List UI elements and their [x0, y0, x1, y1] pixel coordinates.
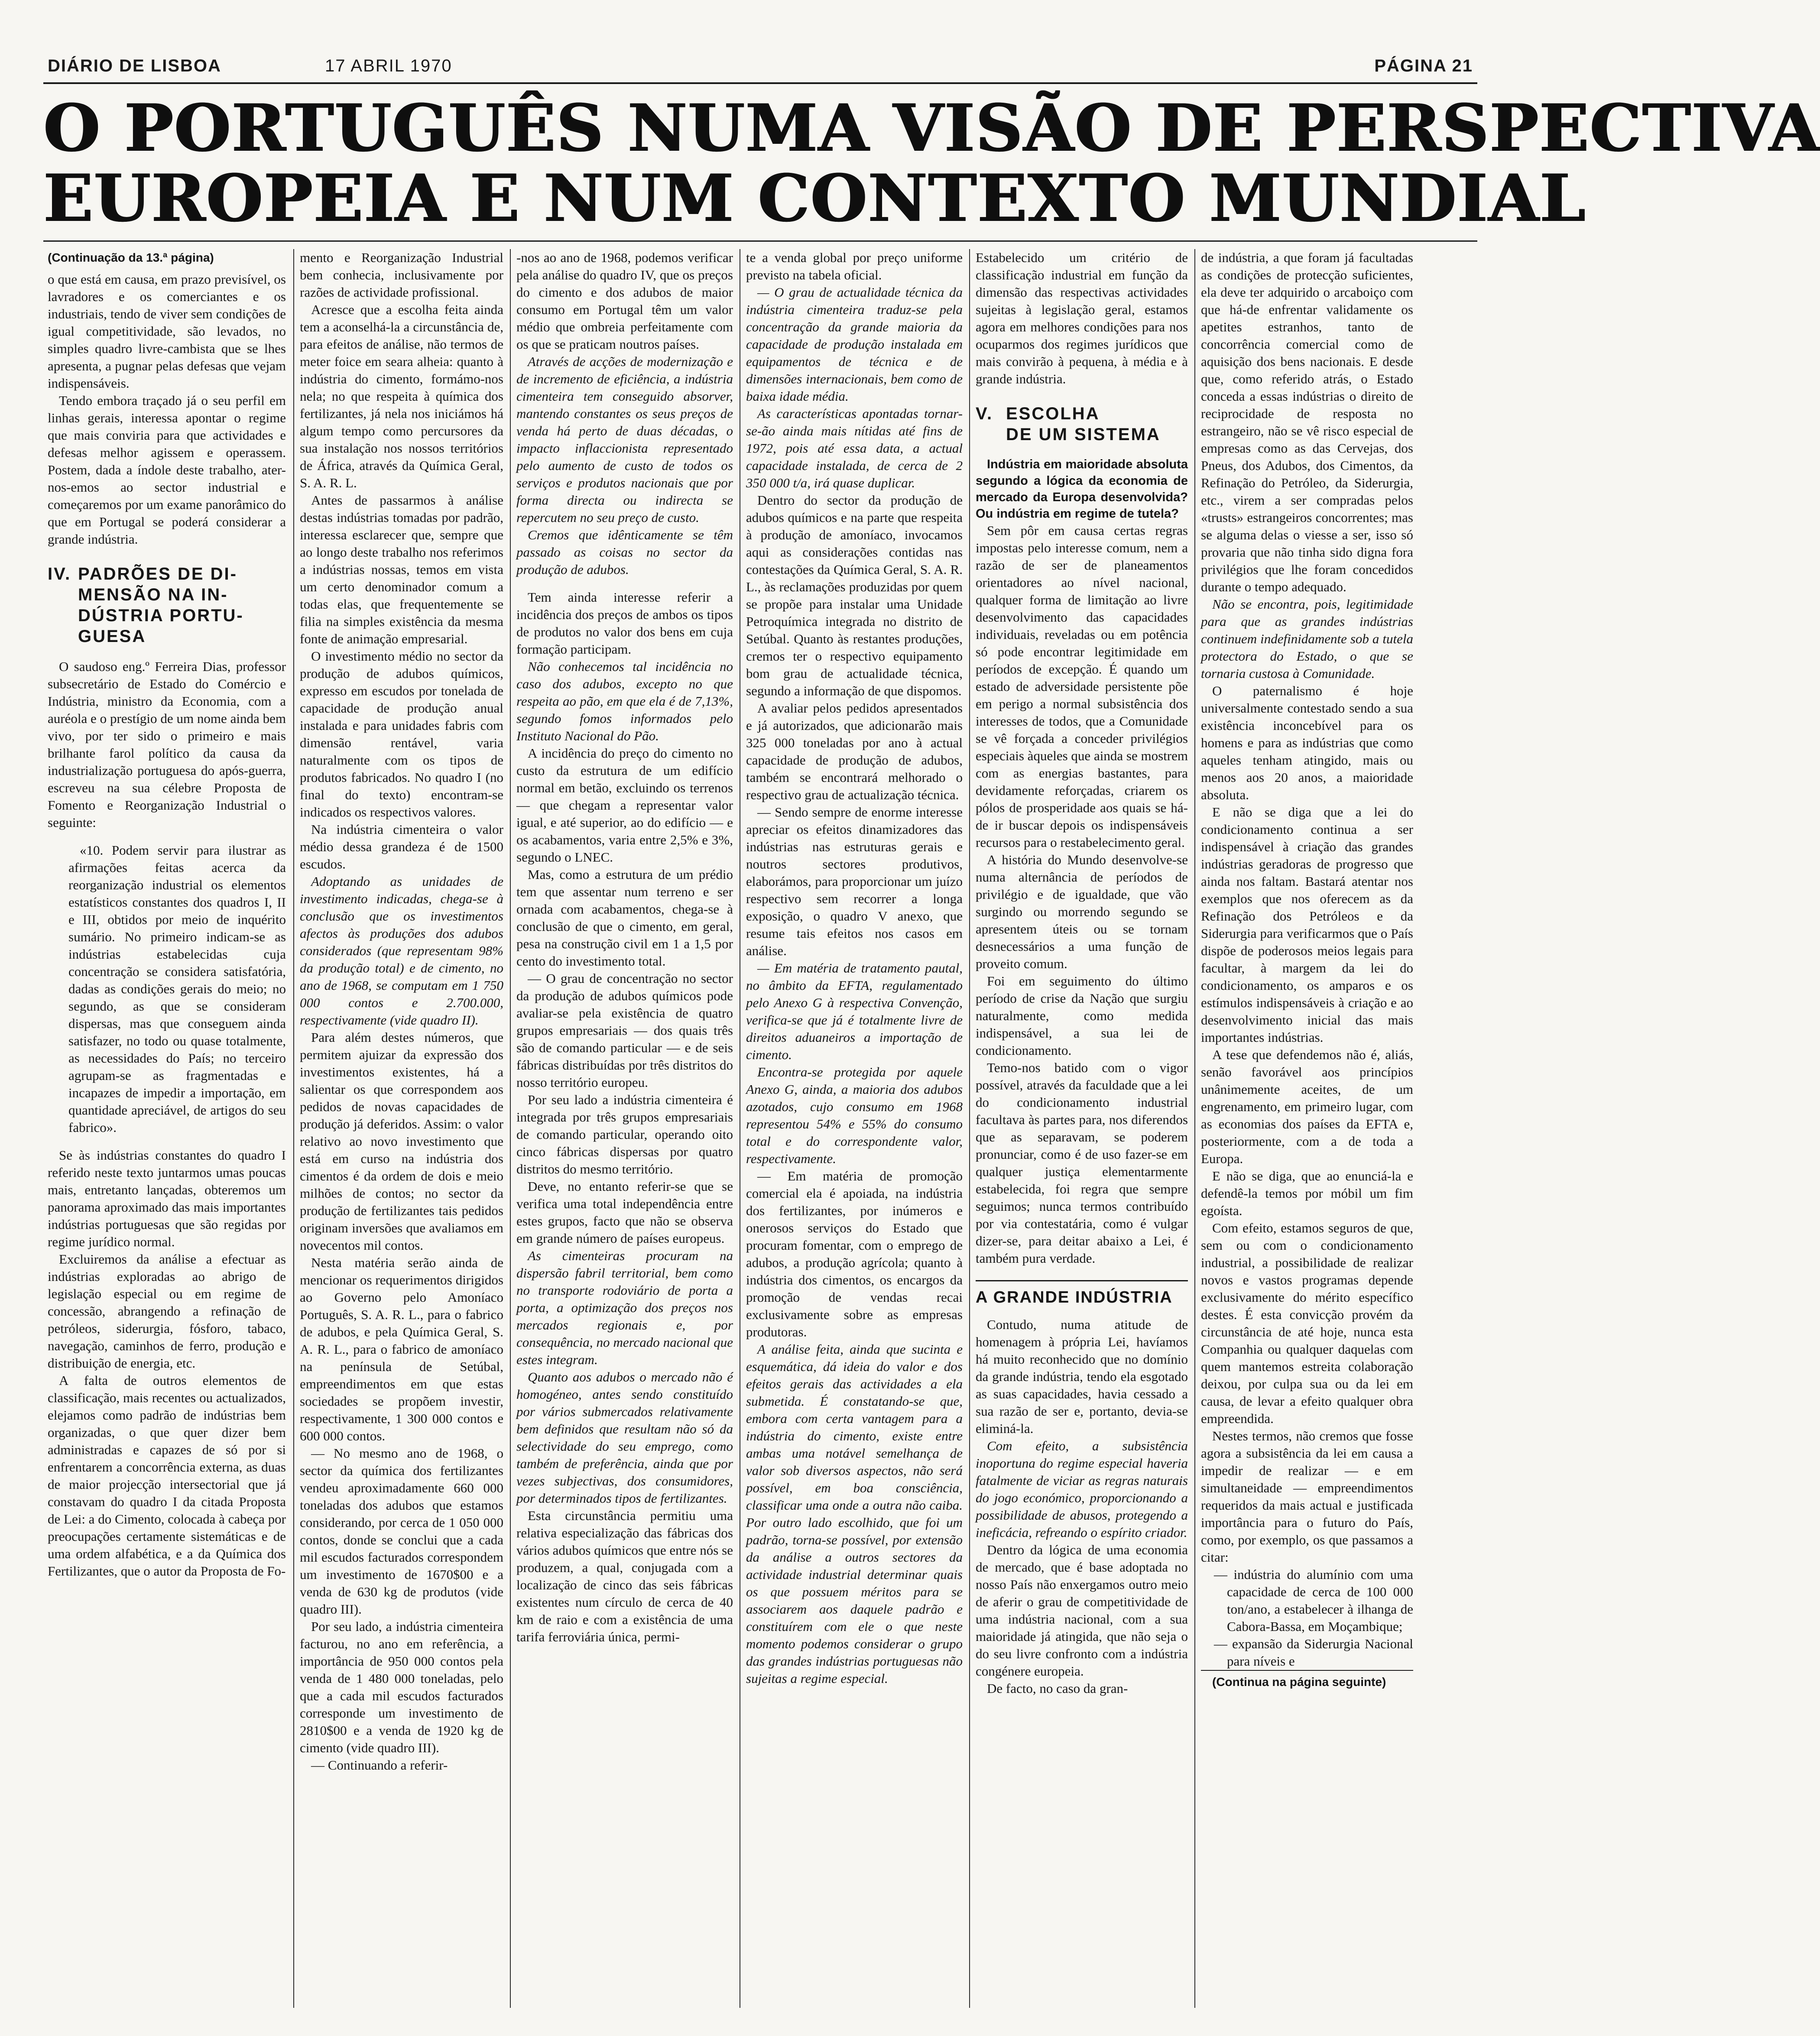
column-rule — [293, 249, 294, 2008]
list-item: — indústria do alumínio com uma capacidade de cerca de 100 000 ton/ano, a estabelecer à ilhanga de Cabora-Bassa, em Moçambique; — [1214, 1567, 1413, 1634]
paragraph: Encontra-se protegida por aquele Anexo G, ainda, a maioria dos adubos azotados, cujo consumo em 1968 representou 54% e 55% do consumo total e do correspondente valor, respectivamente. — [746, 1064, 963, 1166]
article-column-4 — [746, 249, 963, 2004]
paragraph: Se às indústrias constantes do quadro I referido neste texto juntarmos umas poucas mais, entretanto lançadas, obteremos um panorama aproximado das mais importantes indústrias portuguesas que são regidas por regime jurídico normal. — [48, 1148, 286, 1249]
paragraph: te a venda global por preço uniforme previsto na tabela oficial. — [746, 250, 963, 282]
paragraph: — Continuando a referir- — [311, 1757, 448, 1773]
paragraph: Na indústria cimenteira o valor médio dessa grandeza é de 1500 escudos. — [300, 822, 503, 872]
paragraph: Foi em seguimento do último período de crise da Nação que surgiu naturalmente, como medida indispensável, a sua lei de condicionamento. — [976, 973, 1188, 1058]
paragraph: Através de acções de modernização e de incremento de eficiência, a indústria cimenteira tem conseguido absorver, mantendo constantes os seus preços de venda há perto de duas décadas, o impacto inflaccionista representado pelo aumento de custo de todos os serviços e produtos nacionais que por forma directa ou indirecta se repercutem no seu preço de custo. — [516, 354, 733, 525]
newspaper-name: DIÁRIO DE LISBOA — [48, 56, 221, 75]
section-heading-iv — [48, 564, 286, 647]
paragraph: — Em matéria de promoção comercial ela é apoiada, na indústria dos fertilizantes, por inúmeros e onerosos serviços do Estado que procuram fomentar, com o emprego de adubos, a produção agrícola; quanto à indústria dos cimentos, os encargos da promoção de vendas recai exclusivamente sobre as empresas produtoras. — [746, 1168, 963, 1339]
section-title-line: DE UM SISTEMA — [1006, 425, 1161, 444]
paragraph: A falta de outros elementos de classificação, mais recentes ou actualizados, elejamos como padrão de indústrias bem organizadas, o que quer dizer bem administradas e capazes de só por si enfrentarem a concorrência externa, as duas de maior projecção intersectorial que já constavam do quadro I da citada Proposta de Lei: a do Cimento, colocada à cabeça por preocupações certamente sistemáticas e de uma ordem alfabética, e a da Química dos Fertilizantes, que o autor da Proposta de Fo- — [48, 1373, 286, 1579]
article-column-2 — [300, 249, 503, 2004]
section-subtitle: Indústria em maioridade absoluta segundo a lógica da economia de mercado da Europa desenvolvida? Ou indústria em regime de tutela? — [976, 457, 1188, 521]
continued-note: (Continua na página seguinte) — [1201, 1670, 1413, 1691]
paragraph: Com efeito, estamos seguros de que, sem ou com o condicionamento industrial, a possibilidade de realizar novos e vastos programas depende exclusivamente do mérito específico destes. É esta convicção provém da circunstância de até hoje, nunca esta Companhia ou qualquer daquelas com quem mantemos estreita colaboração deixou, por culpa sua ou da lei em causa, de levar a efeito qualquer obra empreendida. — [1201, 1220, 1413, 1426]
paragraph: Sem pôr em causa certas regras impostas pelo interesse comum, nem a razão de ser de planeamentos orientadores ao nível nacional, qualquer forma de limitação ao livre desenvolvimento das capacidades individuais, reveladas ou em potência só pode encontrar legitimidade em períodos de excepção. É quando um estado de adversidade persistente põe em perigo a normal subsistência dos interesses de todos, que a Comunidade se vê forçada a conceder privilégios especiais àqueles que ainda se mostrem com as energias bastantes, para devidamente reforçadas, criarem os pólos de prosperidade aos quais se há-de ir buscar depois os indispensáveis recursos para o restabelecimento geral. — [976, 523, 1188, 850]
paragraph: Tendo embora traçado já o seu perfil em linhas gerais, interessa apontar o regime que mais conviria para que actividades e defesas melhor agissem e operassem. Postem, dada a índole deste trabalho, ater-nos-emos ao sector industrial e começaremos por um exame panorâmico do que em Portugal se poderá considerar a grande indústria. — [48, 393, 286, 547]
section-heading-v — [976, 403, 1188, 445]
section-title-line: MENSÃO NA IN- — [78, 585, 228, 604]
paragraph: — O grau de actualidade técnica da indústria cimenteira traduz-se pela concentração da grande maioria da capacidade de produção instalada em equipamentos de técnica e de dimensões internacionais, bem como de baixa idade média. — [746, 285, 963, 404]
paragraph: — No mesmo ano de 1968, o sector da química dos fertilizantes vendeu aproximadamente 660 000 toneladas dos adubos que estamos considerando, por cerca de 1 050 000 contos, donde se conclui que a cada mil escudos facturados correspondem um investimento de 1670$00 e a venda de 630 kg de produtos (vide quadro III). — [300, 1446, 503, 1617]
paragraph: As cimenteiras procuram na dispersão fabril territorial, bem como no transporte rodoviário de porta a porta, a optimização dos preços nos mercados regionais e, por consequência, no mercado nacional que estes integram. — [516, 1248, 733, 1367]
headline-line-2: EUROPEIA E NUM CONTEXTO MUNDIAL — [43, 160, 1586, 237]
page-number: PÁGINA 21 — [1374, 56, 1473, 75]
paragraph: A avaliar pelos pedidos apresentados e já autorizados, que adicionarão mais 325 000 toneladas por ano à actual capacidade de produção de adubos, também se encontrará melhorado o respectivo grau de actualização técnica. — [746, 700, 963, 802]
paragraph: Temo-nos batido com o vigor possível, através da faculdade que a lei do condicionamento industrial facultava às partes para, nos diferendos que as separavam, se poderem pronunciar, como é de uso fazer-se em qualquer justiça elementarmente estabelecida, foi regra que sempre seguimos; nunca termos contribuído por via contestatária, como é vulgar dizer-se, para deitar abaixo a Lei, é também pura verdade. — [976, 1060, 1188, 1266]
paragraph: Antes de passarmos à análise destas indústrias tomadas por padrão, interessa esclarecer que, sempre que ao longo deste trabalho nos referimos a indústrias nossas, temos em vista um certo denominador comum a todas elas, que frequentemente se filia na simples existência da mesma fonte de animação empresarial. — [300, 493, 503, 646]
paragraph: Contudo, numa atitude de homenagem à própria Lei, havíamos há muito reconhecido que no domínio da grande indústria, tendo ela esgotado as suas capacidades, havia cessado a sua razão de ser e, portanto, devia-se eliminá-la. — [976, 1317, 1188, 1436]
paragraph: E não se diga, que ao enunciá-la e defendê-la temos por móbil um fim egoísta. — [1201, 1168, 1413, 1218]
paragraph: Dentro da lógica de uma economia de mercado, que é base adoptada no nosso País não enxergamos outro meio de aferir o grau de competitividade de uma indústria nacional, com a sua maioridade já atingida, que não seja o do seu livre confronto com a indústria congénere europeia. — [976, 1542, 1188, 1679]
paragraph: Com efeito, a subsistência inoportuna do regime especial haveria fatalmente de viciar as regras naturais do jogo económico, proporcionando a possibilidade de abusos, protegendo a ineficácia, refreando o espírito criador. — [976, 1438, 1188, 1540]
column-rule — [510, 249, 511, 2008]
headline — [43, 90, 1820, 237]
paragraph: Para além destes números, que permitem ajuizar da expressão dos investimentos existentes, há a salientar os que correspondem aos pedidos de novas capacidades de produção já deferidos. Assim: o valor relativo ao novo investimento que está em curso na indústria dos cimentos é da ordem de dois e meio milhões de contos; no sector da produção de fertilizantes tais pedidos originam inversões que avaliamos em novecentos mil contos. — [300, 1030, 503, 1253]
quotation: «10. Podem servir para ilustrar as afirmações feitas acerca da reorganização industrial os elementos estatísticos constantes dos quadros I, II e III, obtidos por meio de inquérito sumário. No primeiro indicam-se as indústrias estabelecidas cuja concentração se considera satisfatória, dadas as condições gerais do meio; no segundo, as que se consideram dispersas, mas que conseguem ainda satisfazer, no todo ou quase totalmente, as necessidades do País; no terceiro agrupam-se as fragmentadas e incapazes de impedir a importação, em quantidade apreciável, de artigos do seu fabrico». — [68, 843, 286, 1135]
continuation-note: (Continuação da 13.ª página) — [48, 251, 214, 264]
article-column-6 — [1201, 249, 1413, 2004]
paragraph: o que está em causa, em prazo previsível, os lavradores e os comerciantes e os industriais, tendo de viver sem condições de igual competitividade, são levados, no simples quadro livre-cambista que se lhes apresenta, a pugnar pelas defesas que vejam indispensáveis. — [48, 272, 286, 391]
paragraph: O investimento médio no sector da produção de adubos químicos, expresso em escudos por tonelada de capacidade de produção anual instalada e para unidades fabris com dimensão rentável, varia naturalmente com os tipos de produtos fabricados. No quadro I (no final do texto) encontram-se indicados os respectivos valores. — [300, 648, 503, 820]
section-number: V. — [976, 404, 993, 423]
header-rule — [43, 82, 1477, 84]
paragraph: A análise feita, ainda que sucinta e esquemática, dá ideia do valor e dos efeitos gerais das actividades a ela submetida. É constatando-se que, embora com certa vantagem para a indústria do cimento, existe entre ambas uma notável semelhança de valor sob diversos aspectos, não será possível, em boa consciência, classificar uma onde a outra não caiba. Por outro lado escolhido, que foi um padrão, torna-se possível, por extensão da análise a outros sectores da actividade industrial determinar quais os que possuem méritos para se associarem aos daquele padrão e constituírem com ele o que neste momento podemos considerar o grupo das grandes indústrias portuguesas não sujeitas a regime especial. — [746, 1342, 963, 1686]
paragraph: Não se encontra, pois, legitimidade para que as grandes indústrias continuem indefinidamente sob a tutela protectora do Estado, o que se tornaria custosa à Comunidade. — [1201, 597, 1413, 681]
page-header — [48, 56, 1473, 82]
paragraph: Nesta matéria serão ainda de mencionar os requerimentos dirigidos ao Governo pelo Amoníaco Português, S. A. R. L., para o fabrico de adubos, e pela Química Geral, S. A. R. L., para o fabrico de amoníaco na península de Setúbal, empreendimentos em que estas sociedades se propõem investir, respectivamente, 1 300 000 contos e 600 000 contos. — [300, 1255, 503, 1443]
paragraph: As características apontadas tornar-se-ão ainda mais nítidas até fins de 1972, pois até essa data, a actual capacidade instalada, de cerca de 2 350 000 t/a, irá quase duplicar. — [746, 406, 963, 490]
column-rule — [969, 249, 970, 2008]
paragraph: Dentro do sector da produção de adubos químicos e na parte que respeita à produção de amoníaco, invocamos aqui as considerações contidas nas contestações da Química Geral, S. A. R. L., às reclamações produzidas por quem se propõe para instalar uma Unidade Petroquímica integrada no distrito de Setúbal. Quanto às restantes produções, cremos ter o respectivo equipamento bom grau de actualidade técnica, segundo a informação de que dispomos. — [746, 493, 963, 698]
article-column-3 — [516, 249, 733, 2004]
paragraph: De facto, no caso da gran- — [987, 1681, 1128, 1696]
paragraph: — Sendo sempre de enorme interesse apreciar os efeitos dinamizadores das indústrias nas estruturas gerais e noutros sectores produtivos, elaborámos, para proporcionar um juízo respectivo sem recorrer a longa exposição, o quadro V anexo, que resume tais efeitos nos casos em análise. — [746, 804, 963, 958]
paragraph: de indústria, a que foram já facultadas as condições de protecção suficientes, ela deve ter adquirido o arcaboiço com que há-de enfrentar validamente os apetites estranhos, tanto de concorrência comercial como de aquisição dos bens nacionais. E desde que, como referido atrás, o Estado conceda a essas indústrias o direito de reciprocidade de resposta no estrangeiro, não se vê risco especial de empresas como as das Cervejas, dos Pneus, dos Adubos, dos Cimentos, da Refinação do Petróleo, da Siderurgia, etc., virem a ser compradas pelos «trusts» estrangeiros concorrentes; mas se alguma delas o viesse a ser, isso só provaria que não tinha sido digna fora privilégios que lhe foram concedidos durante o tempo adequado. — [1201, 250, 1413, 594]
paragraph: E não se diga que a lei do condicionamento continua a ser indispensável à criação das grandes indústrias geradoras de progresso que ainda nos faltam. Bastará atentar nos exemplos que nos oferecem as da Refinação dos Petróleos e da Siderurgia para verificarmos que o País dispõe de poderosos meios legais para facultar, à margem da lei do condicionamento, os amparos e os estímulos indispensáveis à criação e ao desenvolvimento inicial das mais importantes indústrias. — [1201, 804, 1413, 1045]
subheading-grande-industria: A GRANDE INDÚSTRIA — [976, 1280, 1188, 1307]
paragraph: -nos ao ano de 1968, podemos verificar pela análise do quadro IV, que os preços do cimento e dos adubos de maior consumo em Portugal têm um valor médio que ombreia perfeitamente com os que se praticam noutros países. — [516, 250, 733, 352]
column-rule — [1194, 249, 1195, 2008]
paragraph: Quanto aos adubos o mercado não é homogéneo, antes sendo constituído por vários submercados relativamente bem definidos que resultam não só da selectividade do seu emprego, como também de preferência, ainda que por vezes subjectivas, dos consumidores, por determinados tipos de fertilizantes. — [516, 1369, 733, 1506]
headline-line-1: O PORTUGUÊS NUMA VISÃO DE PERSPECTIVA — [43, 90, 1820, 166]
paragraph: Por seu lado a indústria cimenteira é integrada por três grupos empresariais de comando particular, operando oito cinco fábricas dispersas por quatro distritos do mesmo território. — [516, 1092, 733, 1177]
section-title-line: ESCOLHA — [1006, 404, 1100, 423]
paragraph: Não conhecemos tal incidência no caso dos adubos, excepto no que respeita ao pão, em que ela é de 7,13%, segundo fomos informados pelo Instituto Nacional do Pão. — [516, 659, 733, 743]
paragraph: O saudoso eng.º Ferreira Dias, professor subsecretário de Estado do Comércio e Indústria, ministro da Economia, com a auréola e o prestígio de um nome ainda bem vivo, por ter sido o primeiro e mais brilhante farol político da causa da industrialização portuguesa do após-guerra, escreveu na sua célebre Proposta de Fomento e Reorganização Industrial o seguinte: — [48, 659, 286, 830]
paragraph: Tem ainda interesse referir a incidência dos preços de ambos os tipos de produtos no valor dos bens em cuja formação participam. — [516, 590, 733, 657]
paragraph: A incidência do preço do cimento no custo da estrutura de um edifício normal em betão, excluindo os terrenos — que chegam a representar valor igual, e até superior, ao do edifício — e os acabamentos, varia entre 2,5% e 3%, segundo o LNEC. — [516, 746, 733, 865]
paragraph: Mas, como a estrutura de um prédio tem que assentar num terreno e ser ornada com acabamentos, chega-se à conclusão de que o cimento, em geral, pesa na construção civil em 1 a 1,5 por cento do investimento total. — [516, 867, 733, 969]
paragraph: A tese que defendemos não é, aliás, senão favorável aos princípios unânimemente aceites, de um engrenamento, em primeiro lugar, com as economias dos países da EFTA e, posteriormente, com a de toda a Europa. — [1201, 1047, 1413, 1166]
issue-date: 17 ABRIL 1970 — [325, 56, 452, 75]
paragraph: Excluiremos da análise a efectuar as indústrias exploradas ao abrigo de legislação especial ou em regime de concessão, abrangendo a refinação de petróleos, siderurgia, fósforo, tabaco, navegação, caminhos de ferro, produção e distribuição de energia, etc. — [48, 1251, 286, 1371]
paragraph: Deve, no entanto referir-se que se verifica uma total independência entre estes grupos, facto que não se observa em grande número de países europeus. — [516, 1179, 733, 1246]
paragraph: Por seu lado, a indústria cimenteira facturou, no ano em referência, a importância de 950 000 contos pela venda de 1 480 000 toneladas, pelo que a cada mil escudos facturados corresponde um investimento de 2810$00 e a venda de 1920 kg de cimento (vide quadro III). — [300, 1619, 503, 1755]
paragraph: Estabelecido um critério de classificação industrial em função da dimensão das respectivas actividades sujeitas à legislação geral, estamos agora em melhores condições para nos ocuparmos dos regimes jurídicos que mais convirão à pequena, à média e à grande indústria. — [976, 250, 1188, 386]
paragraph: A história do Mundo desenvolve-se numa alternância de períodos de privilégio e de igualdade, que vão surgindo ou morrendo segundo se apresentem úteis ou se tornam desnecessários a uma função de proveito comum. — [976, 852, 1188, 971]
paragraph: Adoptando as unidades de investimento indicadas, chega-se à conclusão que os investimentos afectos às produções dos adubos considerados (que representam 98% da produção total) e de cimento, no ano de 1968, se computam em 1 750 000 contos e 2.700.000, respectivamente (vide quadro II). — [300, 874, 503, 1028]
section-title-line: PADRÕES DE DI- — [78, 564, 237, 584]
paragraph: — Em matéria de tratamento pautal, no âmbito da EFTA, regulamentado pelo Anexo G à respectiva Convenção, verifica-se que já é totalmente livre de direitos aduaneiros a importação de cimento. — [746, 960, 963, 1062]
list-item: — expansão da Siderurgia Nacional para níveis e — [1214, 1636, 1413, 1669]
paragraph: Nestes termos, não cremos que fosse agora a subsistência da lei em causa a impedir de realizar — e em simultaneidade — empreendimentos requeridos da mais actual e justificada importância para o futuro do País, como, por exemplo, os que passamos a citar: — [1201, 1428, 1413, 1565]
section-title-line: DÚSTRIA PORTU- — [78, 606, 244, 625]
article-column-5 — [976, 249, 1188, 2004]
paragraph: Cremos que idênticamente se têm passado as coisas no sector da produção de adubos. — [516, 527, 733, 577]
paragraph: — O grau de concentração no sector da produção de adubos químicos pode avaliar-se pela existência de quatro grupos empresariais — dos quais três são de comando particular — e de seis fábricas distribuídas por três distritos do nosso território europeu. — [516, 971, 733, 1090]
paragraph: Esta circunstância permitiu uma relativa especialização das fábricas dos vários adubos químicos que entre nós se produzem, a qual, conjugada com a localização de cinco das seis fábricas existentes num círculo de cerca de 40 km de raio e com a existência de uma tarifa ferroviária única, permi- — [516, 1508, 733, 1644]
section-number: IV. — [48, 564, 71, 584]
article-column-1 — [48, 249, 286, 2004]
paragraph: Acresce que a escolha feita ainda tem a aconselhá-la a circunstância de, para efeitos de análise, não termos de meter foice em seara alheia: quanto à indústria do cimento, formámo-nos nela; no que respeita à química dos fertilizantes, já nela nos iniciámos há algum tempo como percursores da sua instalação nos nossos territórios de África, através da Química Geral, S. A. R. L. — [300, 302, 503, 490]
paragraph: mento e Reorganização Industrial bem conhecia, inclusivamente por razões de actividade profissional. — [300, 250, 503, 300]
headline-rule — [43, 240, 1477, 242]
section-title-line: GUESA — [78, 627, 146, 646]
paragraph: O paternalismo é hoje universalmente contestado sendo a sua existência inconcebível para os homens e para as indústrias que como aqueles tenham atingido, mais ou menos aos 20 anos, a maioridade absoluta. — [1201, 683, 1413, 802]
